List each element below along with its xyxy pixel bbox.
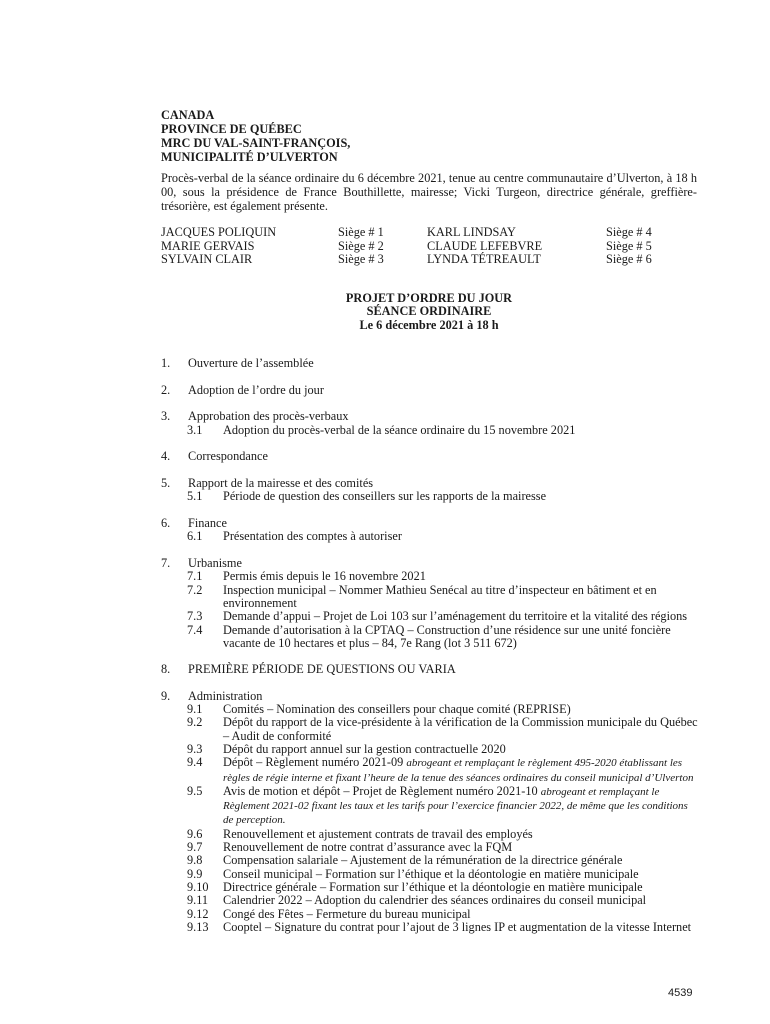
- agenda-subitem-number: 9.2: [187, 715, 203, 730]
- agenda-subitem-main-text: Cooptel – Signature du contrat pour l’ajout de 3 lignes IP et augmentation de la vitesse Internet: [223, 919, 692, 934]
- agenda-subitem-main-text: Dépôt – Règlement numéro 2021-09: [223, 755, 404, 770]
- agenda-item: [161, 690, 699, 934]
- agenda-subitem-number: 9.10: [187, 879, 209, 894]
- member-name: CLAUDE LEFEBVRE: [427, 238, 543, 253]
- agenda-subitem-text: [223, 703, 699, 716]
- agenda-item-number: 3.: [161, 409, 171, 424]
- agenda-item: [161, 410, 699, 437]
- agenda-subitem-text: [223, 908, 699, 921]
- agenda-subitem-main-text: Renouvellement de notre contrat d’assurance avec la FQM: [223, 840, 513, 855]
- agenda-item-number: 1.: [161, 356, 171, 370]
- agenda-subitem-number: 9.12: [187, 906, 209, 921]
- agenda-subitem-text: [223, 584, 699, 611]
- member-name: LYNDA TÉTREAULT: [427, 252, 541, 267]
- agenda-subitem-italic-text: abrogeant et remplaçant le règlement 495-2020 établissant les règles de régie interne et fixant l’heure de la tenue des séances ordinaires du conseil municipal d’Ulverton: [223, 757, 694, 784]
- agenda-subitem-number: 9.7: [187, 840, 203, 855]
- agenda-item: [161, 450, 699, 463]
- council-members-table: [161, 226, 697, 267]
- agenda-subitem-number: 7.4: [187, 622, 203, 637]
- agenda-subitem-text: [223, 881, 699, 894]
- intro-paragraph: Procès-verbal de la séance ordinaire du 6 décembre 2021, tenue au centre communautaire d’Ulverton, à 18 h 00, sous la présidence de France Bouthillette, mairesse; Vicki Turgeon, directrice générale, greffière-trésorière, est également présente.: [161, 171, 697, 214]
- agenda-subitem: [161, 624, 699, 651]
- page-number: 4539: [668, 987, 693, 999]
- agenda-subitem-main-text: Période de question des conseillers sur les rapports de la mairesse: [223, 489, 547, 504]
- member-seat: Siège # 1: [338, 225, 384, 239]
- agenda-subitem-main-text: Congé des Fêtes – Fermeture du bureau municipal: [223, 906, 471, 921]
- agenda-item: [161, 357, 699, 370]
- agenda-subitem-text: [223, 756, 699, 785]
- agenda-item-label: Ouverture de l’assemblée: [188, 356, 314, 370]
- agenda-subitem-number: 3.1: [187, 422, 203, 437]
- member-seat: Siège # 5: [606, 238, 652, 253]
- agenda-subitem-text: [223, 716, 699, 743]
- agenda-subitem: [161, 743, 699, 756]
- agenda-item: [161, 663, 699, 676]
- agenda-title: [161, 292, 697, 332]
- agenda-subitem-number: 9.6: [187, 826, 203, 841]
- member-name: KARL LINDSAY: [427, 225, 516, 239]
- agenda-subitem: [161, 841, 699, 854]
- agenda-item-label: Correspondance: [188, 449, 268, 464]
- council-row: [161, 226, 697, 240]
- agenda-subitem-number: 9.11: [187, 893, 209, 908]
- agenda-subitem-italic-text: abrogeant et remplaçant le Règlement 2021-02 fixant les taux et les tarifs pour l’exercice financier 2022, de même que les conditions de perception.: [223, 785, 688, 827]
- agenda-subitem-main-text: Avis de motion et dépôt – Projet de Règlement numéro 2021-10: [223, 783, 538, 798]
- agenda-item-number: 5.: [161, 476, 171, 491]
- agenda-subitem-text: [223, 785, 699, 828]
- agenda-subitem: [161, 530, 699, 543]
- agenda-subitem: [161, 868, 699, 881]
- agenda-date-line: Le 6 décembre 2021 à 18 h: [359, 317, 499, 332]
- agenda-item: [161, 517, 699, 544]
- agenda-subitem: [161, 881, 699, 894]
- agenda-item-number: 4.: [161, 449, 171, 464]
- agenda-subitem-main-text: Compensation salariale – Ajustement de la rémunération de la directrice générale: [223, 853, 623, 868]
- agenda-item-number: 8.: [161, 662, 171, 677]
- member-name: JACQUES POLIQUIN: [161, 225, 277, 239]
- agenda-subitem-number: 5.1: [187, 489, 203, 504]
- agenda-subitem-text: [223, 490, 699, 503]
- header-municipality: MUNICIPALITÉ D’ULVERTON: [161, 150, 338, 164]
- agenda-subitem-text: [223, 854, 699, 867]
- member-name: MARIE GERVAIS: [161, 238, 255, 253]
- agenda-subitem-number: 9.8: [187, 853, 203, 868]
- agenda-subitem: [161, 828, 699, 841]
- agenda-subitem-main-text: Renouvellement et ajustement contrats de travail des employés: [223, 826, 533, 841]
- agenda-subitem: [161, 424, 699, 437]
- agenda-subitem-text: [223, 624, 699, 651]
- agenda-subitem-text: [223, 570, 699, 583]
- agenda-subitem-text: [223, 868, 699, 881]
- agenda-subitem-main-text: Comités – Nomination des conseillers pour chaque comité (REPRISE): [223, 702, 571, 717]
- header-province: PROVINCE DE QUÉBEC: [161, 122, 302, 136]
- council-row: [161, 240, 697, 254]
- member-name: SYLVAIN CLAIR: [161, 252, 253, 267]
- agenda-subitem-text: [223, 530, 699, 543]
- agenda-subitem-number: 9.5: [187, 783, 203, 798]
- agenda-subitem: [161, 584, 699, 611]
- agenda-item-number: 2.: [161, 382, 171, 397]
- agenda-subitem: [161, 894, 699, 907]
- agenda-subitem-number: 7.3: [187, 609, 203, 624]
- agenda-subitem: [161, 854, 699, 867]
- agenda-item-label: Approbation des procès-verbaux: [188, 409, 349, 424]
- agenda-subitem: [161, 908, 699, 921]
- member-seat: Siège # 3: [338, 252, 384, 267]
- agenda-item-label: Adoption de l’ordre du jour: [188, 382, 324, 397]
- agenda-item-label: Rapport de la mairesse et des comités: [188, 476, 374, 491]
- agenda-subitem-main-text: Inspection municipal – Nommer Mathieu Senécal au titre d’inspecteur en bâtiment et en environnement: [223, 582, 657, 610]
- member-seat: Siège # 6: [606, 252, 652, 267]
- agenda-item-label: PREMIÈRE PÉRIODE DE QUESTIONS OU VARIA: [188, 662, 456, 677]
- agenda-subitem: [161, 703, 699, 716]
- agenda-item-label: Finance: [188, 516, 227, 531]
- agenda-item: [161, 384, 699, 397]
- agenda-subitem-number: 9.1: [187, 702, 203, 717]
- agenda-subitem-number: 6.1: [187, 529, 203, 544]
- agenda-subitem-main-text: Dépôt du rapport de la vice-présidente à la vérification de la Commission municipale du Québec – Audit de conformité: [223, 715, 698, 743]
- agenda-subitem: [161, 716, 699, 743]
- agenda-subitem-main-text: Calendrier 2022 – Adoption du calendrier des séances ordinaires du conseil municipal: [223, 893, 647, 908]
- agenda-subitem: [161, 756, 699, 785]
- agenda-item: [161, 557, 699, 650]
- agenda-item-label: Administration: [188, 688, 263, 703]
- agenda-subitem-text: [223, 424, 699, 437]
- agenda-subitem: [161, 570, 699, 583]
- agenda-subitem-number: 9.13: [187, 919, 209, 934]
- agenda-item: [161, 477, 699, 504]
- agenda-title-line: PROJET D’ORDRE DU JOUR: [345, 291, 513, 305]
- agenda-subitem-text: [223, 921, 699, 934]
- agenda-subitem-main-text: Directrice générale – Formation sur l’éthique et la déontologie en matière municipale: [223, 879, 643, 894]
- agenda-subitem-text: [223, 841, 699, 854]
- agenda-subitem-text: [223, 743, 699, 756]
- agenda-subitem-main-text: Présentation des comptes à autoriser: [223, 529, 402, 544]
- agenda-subitem: [161, 610, 699, 623]
- agenda-subitem-text: [223, 610, 699, 623]
- agenda-subitem-number: 9.3: [187, 741, 203, 756]
- agenda-item-label: Urbanisme: [188, 556, 242, 571]
- document-header: [161, 108, 350, 164]
- agenda-item-number: 7.: [161, 556, 171, 571]
- agenda-subitem-main-text: Demande d’appui – Projet de Loi 103 sur l’aménagement du territoire et la vitalité des régions: [223, 609, 688, 624]
- agenda-subitem-number: 7.2: [187, 582, 203, 597]
- agenda-subitem-number: 9.4: [187, 755, 203, 770]
- agenda-subitem-text: [223, 828, 699, 841]
- council-row: [161, 253, 697, 267]
- agenda-subitem-number: 7.1: [187, 569, 203, 584]
- agenda-subitem-main-text: Conseil municipal – Formation sur l’éthique et la déontologie en matière municipale: [223, 866, 639, 881]
- agenda-list: [161, 357, 699, 948]
- agenda-subitem-text: [223, 894, 699, 907]
- agenda-subitem-main-text: Permis émis depuis le 16 novembre 2021: [223, 569, 426, 584]
- agenda-subitem-main-text: Adoption du procès-verbal de la séance ordinaire du 15 novembre 2021: [223, 422, 576, 437]
- agenda-subitem: [161, 921, 699, 934]
- header-country: CANADA: [161, 108, 215, 122]
- agenda-subitem: [161, 785, 699, 828]
- agenda-subitem-main-text: Dépôt du rapport annuel sur la gestion contractuelle 2020: [223, 741, 506, 756]
- agenda-subitem-main-text: Demande d’autorisation à la CPTAQ – Construction d’une résidence sur une unité foncière vacante de 10 hectares et plus – 84, 7e Rang (lot 3 511 672): [223, 622, 671, 650]
- agenda-subitem-number: 9.9: [187, 866, 203, 881]
- agenda-subtitle-line: SÉANCE ORDINAIRE: [366, 304, 492, 319]
- member-seat: Siège # 4: [606, 225, 652, 239]
- header-mrc: MRC DU VAL-SAINT-FRANÇOIS,: [161, 136, 351, 150]
- agenda-item-number: 6.: [161, 516, 171, 531]
- agenda-item-number: 9.: [161, 688, 171, 703]
- agenda-subitem: [161, 490, 699, 503]
- member-seat: Siège # 2: [338, 238, 384, 253]
